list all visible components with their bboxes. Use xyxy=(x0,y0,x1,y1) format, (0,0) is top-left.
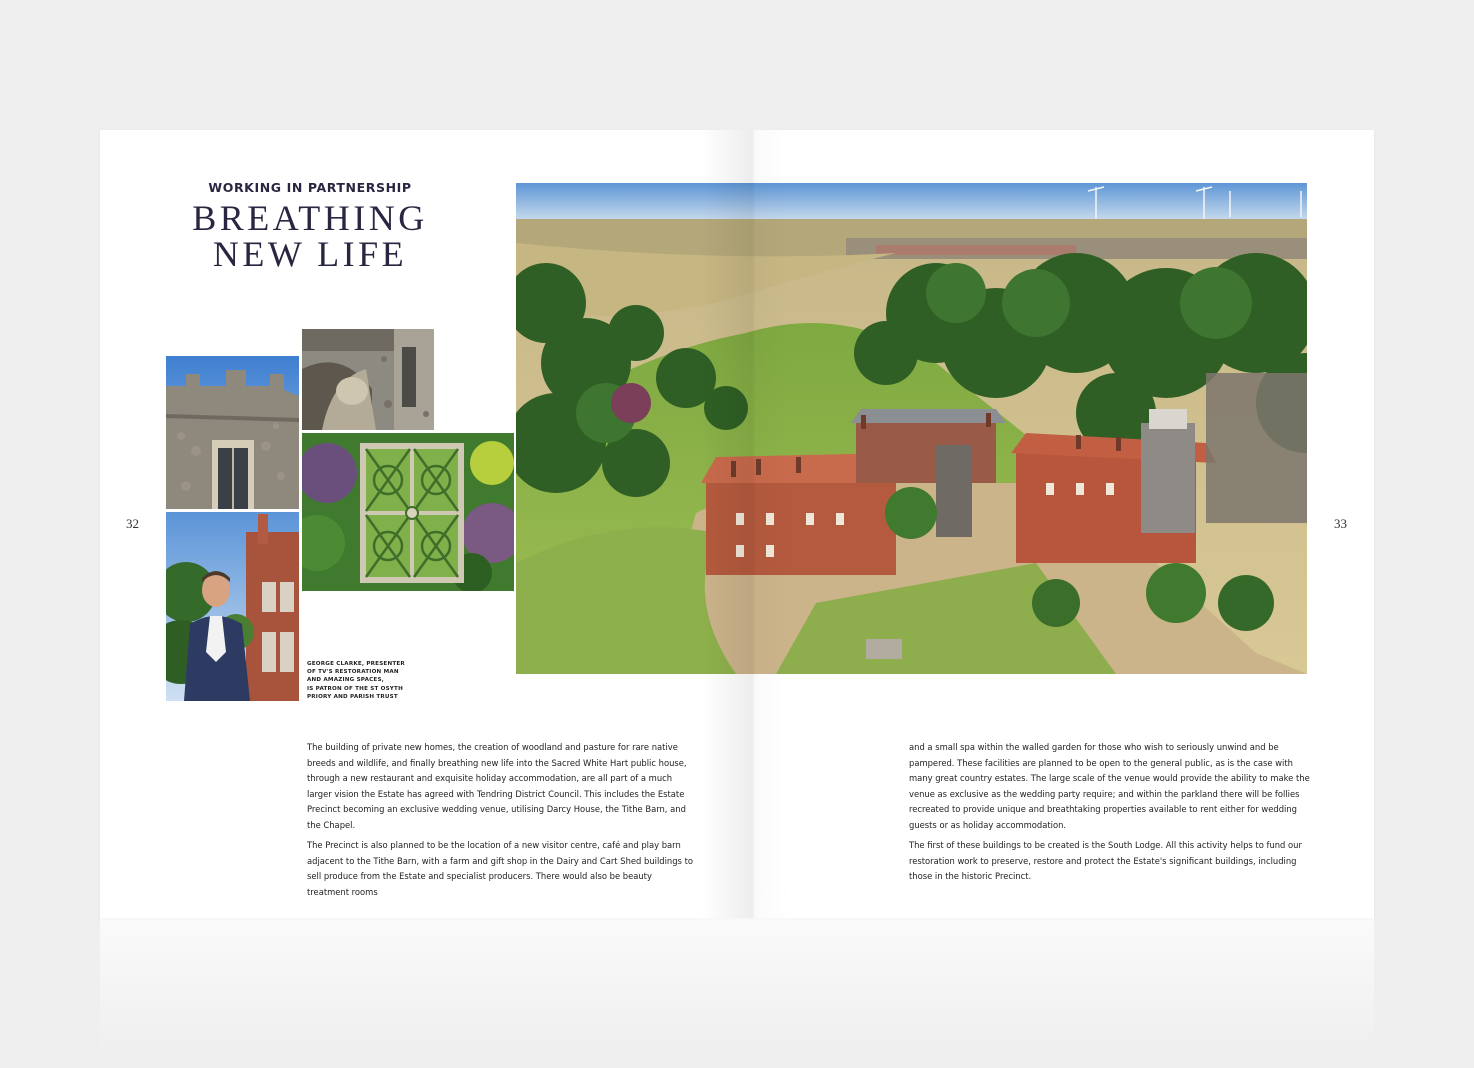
page-title: BREATHING NEW LIFE xyxy=(192,198,428,274)
page-number-left: 32 xyxy=(126,516,139,531)
photo-caption: GEORGE CLARKE, PRESENTER OF TV'S RESTORATION MAN AND AMAZING SPACES, IS PATRON OF THE ST OSYTH PRIORY AND PARISH TRUST xyxy=(307,661,405,700)
left-body-text xyxy=(307,740,695,905)
page-number-right: 33 xyxy=(1334,516,1347,531)
tower-photo xyxy=(166,356,299,509)
knot-garden-photo xyxy=(302,433,514,591)
right-paragraph-2: The first of these buildings to be created is the South Lodge. All this activity helps to fund our restoration work to preserve, restore and protect the Estate's significant buildings, including those in the historic Precinct. xyxy=(909,840,1302,881)
aerial-estate-photo xyxy=(516,183,1307,674)
brochure-spread xyxy=(100,130,1374,918)
left-paragraph-1: The building of private new homes, the creation of woodland and pasture for rare native breeds and wildlife, and finally breathing new life into the Sacred White Hart public house, through a new restaurant and exquisite holiday accommodation, are all part of a much larger vision the Estate has agreed with Tendring District Council. This includes the Estate Precinct becoming an exclusive wedding venue, utilising Darcy House, the Tithe Barn, and the Chapel. xyxy=(307,742,687,830)
page-reflection xyxy=(100,918,1374,1068)
section-kicker: WORKING IN PARTNERSHIP xyxy=(208,180,412,195)
left-paragraph-2: The Precinct is also planned to be the location of a new visitor centre, café and play barn adjacent to the Tithe Barn, with a farm and gift shop in the Dairy and Cart Shed buildings to sell produce from the Estate and specialist producers. There would also be beauty treatment rooms xyxy=(307,840,693,897)
right-paragraph-1: and a small spa within the walled garden for those who wish to seriously unwind and be pampered. These facilities are planned to be open to the general public, as is the case with many great country estates. The large scale of the venue would provide the ability to make the venue as exclusive as the wedding party require; and within the parkland there will be follies recreated to provide unique and breathtaking properties available to rent either for wedding guests or as holiday accommodation. xyxy=(909,742,1310,830)
carving-photo xyxy=(302,329,434,430)
portrait-photo xyxy=(166,512,299,701)
right-body-text xyxy=(909,740,1311,890)
